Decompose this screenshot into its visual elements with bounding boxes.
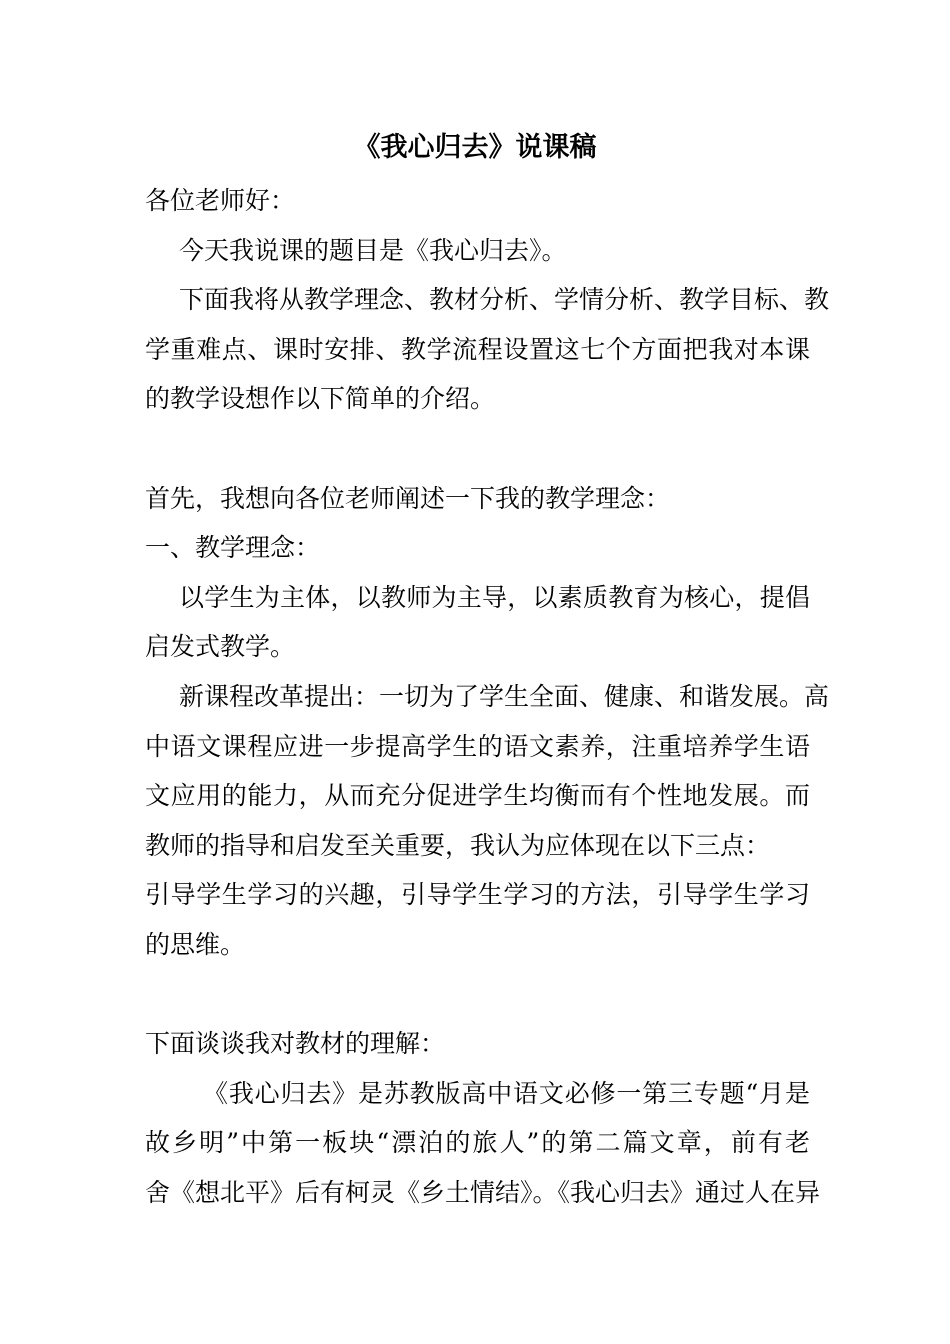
section1-para1-line-2: 启发式教学。	[145, 632, 296, 662]
section2-lead: 下面谈谈我对教材的理解：	[145, 1029, 446, 1059]
section1-para3-line-1: 引导学生学习的兴趣，引导学生学习的方法，引导学生学习	[145, 880, 810, 910]
section1-heading: 一、教学理念：	[145, 533, 321, 563]
blank-line	[145, 424, 810, 474]
section1-para1-line-1: 以学生为主体，以教师为主导，以素质教育为核心，提倡	[179, 582, 810, 612]
section2-para1-line-2: 故乡明”中第一板块“漂泊的旅人”的第二篇文章，前有老	[145, 1128, 810, 1158]
section1-lead: 首先，我想向各位老师阐述一下我的教学理念：	[145, 483, 671, 513]
section1-para2-line-3: 文应用的能力，从而充分促进学生均衡而有个性地发展。而	[145, 781, 810, 811]
intro-paragraph: 今天我说课的题目是《我心归去》。	[179, 235, 567, 265]
document-body	[145, 176, 830, 1217]
section1-para2-line-4: 教师的指导和启发至关重要，我认为应体现在以下三点：	[145, 830, 771, 860]
overview-line-3: 的教学设想作以下简单的介绍。	[145, 384, 496, 414]
section2-para1-line-1: 《我心归去》是苏教版高中语文必修一第三专题“月是	[203, 1078, 810, 1108]
overview-line-1: 下面我将从教学理念、教材分析、学情分析、教学目标、教	[179, 285, 830, 315]
section1-para2-line-1: 新课程改革提出：一切为了学生全面、健康、和谐发展。高	[179, 681, 830, 711]
greeting: 各位老师好：	[145, 186, 296, 215]
section1-para3-line-2: 的思维。	[145, 929, 246, 959]
overview-line-2: 学重难点、课时安排、教学流程设置这七个方面把我对本课	[145, 334, 810, 364]
document-title: 《我心归去》说课稿	[353, 132, 597, 163]
section2-para1-line-3: 舍《想北平》后有柯灵《乡土情结》。《我心归去》通过人在异	[145, 1177, 821, 1207]
blank-line	[145, 970, 810, 1020]
section1-para2-line-2: 中语文课程应进一步提高学生的语文素养，注重培养学生语	[145, 731, 810, 761]
